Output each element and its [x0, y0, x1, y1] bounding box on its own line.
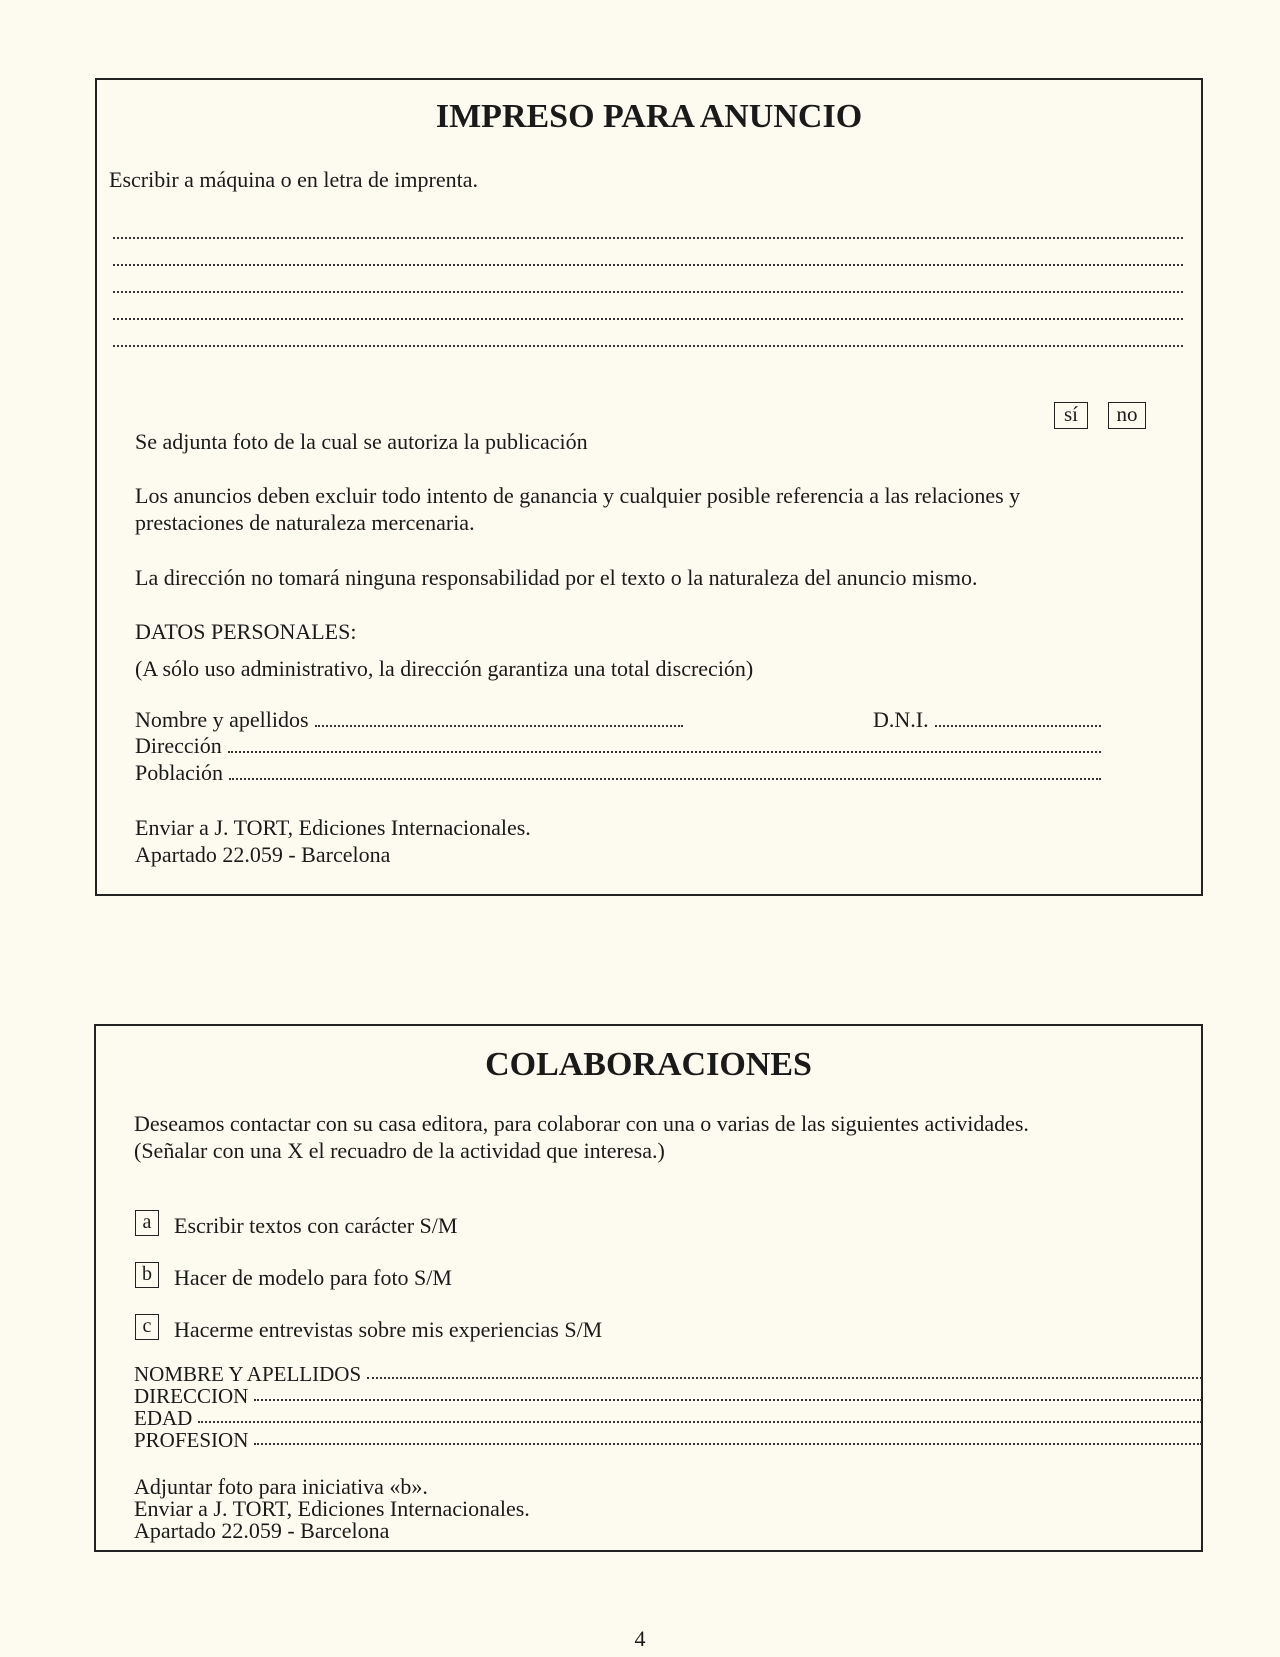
name-field[interactable] — [135, 707, 687, 733]
address-field[interactable] — [135, 733, 1105, 759]
announcement-title: IMPRESO PARA ANUNCIO — [435, 98, 863, 135]
collab-intro-line-1: Deseamos contactar con su casa editora, para colaborar con una o varias de las siguientes actividades. — [134, 1111, 1029, 1136]
announcement-form — [95, 78, 1203, 896]
name-label: Nombre y apellidos — [135, 707, 309, 732]
option-b-checkbox[interactable]: b — [135, 1262, 159, 1288]
collab-photo-note: Adjuntar foto para iniciativa «b». — [134, 1474, 428, 1499]
town-line[interactable] — [229, 778, 1101, 780]
ad-text-line-1[interactable] — [113, 237, 1183, 239]
rule-line-1: Los anuncios deben excluir todo intento de ganancia y cualquier posible referencia a las relaciones y — [135, 483, 1021, 508]
option-c-checkbox[interactable]: c — [135, 1314, 159, 1340]
town-field[interactable] — [135, 760, 1105, 786]
disclaimer-text: La dirección no tomará ninguna responsabilidad por el texto o la naturaleza del anuncio mismo. — [135, 565, 978, 590]
rule-line-2: prestaciones de naturaleza mercenaria. — [135, 510, 475, 535]
collaborations-form — [94, 1024, 1203, 1552]
option-a-checkbox[interactable]: a — [135, 1210, 159, 1236]
dni-line[interactable] — [935, 725, 1101, 727]
collab-profession-label: PROFESION — [134, 1428, 249, 1452]
collaborations-title: COLABORACIONES — [485, 1046, 812, 1083]
collab-age-line[interactable] — [198, 1421, 1202, 1423]
photo-yes-checkbox[interactable]: sí — [1054, 402, 1088, 429]
photo-question: Se adjunta foto de la cual se autoriza la publicación — [135, 429, 588, 454]
send-to-line-2: Apartado 22.059 - Barcelona — [135, 842, 391, 867]
option-a-label: Escribir textos con carácter S/M — [174, 1213, 458, 1238]
collab-profession-field[interactable] — [134, 1429, 1206, 1451]
dni-label: D.N.I. — [873, 707, 929, 732]
collab-send-line-2: Apartado 22.059 - Barcelona — [134, 1518, 390, 1543]
personal-heading: DATOS PERSONALES: — [135, 619, 357, 644]
option-c-label: Hacerme entrevistas sobre mis experiencias S/M — [174, 1317, 603, 1342]
collab-address-line[interactable] — [254, 1399, 1202, 1401]
collab-name-field[interactable] — [134, 1363, 1206, 1385]
collab-profession-line[interactable] — [254, 1443, 1202, 1445]
ad-text-line-4[interactable] — [113, 318, 1183, 320]
collab-age-label: EDAD — [134, 1406, 193, 1430]
send-to-line-1: Enviar a J. TORT, Ediciones Internacionales. — [135, 815, 531, 840]
ad-text-line-3[interactable] — [113, 291, 1183, 293]
personal-note: (A sólo uso administrativo, la dirección garantiza una total discreción) — [135, 656, 754, 681]
dni-field[interactable] — [873, 707, 1105, 733]
name-line[interactable] — [315, 725, 683, 727]
photo-no-checkbox[interactable]: no — [1108, 402, 1146, 429]
collab-intro-line-2: (Señalar con una X el recuadro de la actividad que interesa.) — [134, 1138, 665, 1163]
town-label: Población — [135, 760, 223, 785]
address-line[interactable] — [228, 751, 1101, 753]
announcement-instruction: Escribir a máquina o en letra de imprenta. — [109, 167, 478, 192]
address-label: Dirección — [135, 733, 222, 758]
collab-name-line[interactable] — [367, 1377, 1202, 1379]
collab-age-field[interactable] — [134, 1407, 1206, 1429]
ad-text-line-2[interactable] — [113, 264, 1183, 266]
collab-address-label: DIRECCION — [134, 1384, 249, 1408]
collab-address-field[interactable] — [134, 1385, 1206, 1407]
collab-send-line-1: Enviar a J. TORT, Ediciones Internacionales. — [134, 1496, 530, 1521]
option-b-label: Hacer de modelo para foto S/M — [174, 1265, 452, 1290]
page-number: 4 — [634, 1626, 646, 1651]
ad-text-line-5[interactable] — [113, 345, 1183, 347]
collab-name-label: NOMBRE Y APELLIDOS — [134, 1362, 362, 1386]
